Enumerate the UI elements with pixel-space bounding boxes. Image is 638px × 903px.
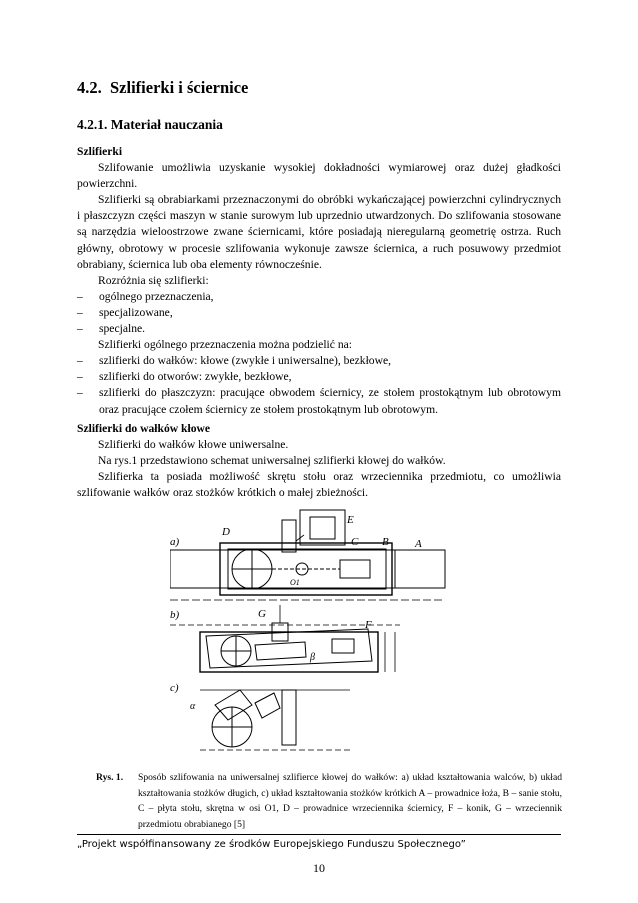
general-purpose-list xyxy=(77,353,561,417)
list-item: – ogólnego przeznaczenia, xyxy=(77,289,561,305)
footer-text: „Projekt współfinansowany ze środków Europejskiego Funduszu Społecznego” xyxy=(77,839,466,850)
label-B: B xyxy=(382,536,389,548)
caption-text: Sposób szlifowania na uniwersalnej szlifierce kłowej do wałków: a) układ kształtowania walców, b) układ kształtowania stożków długich, c) układ kształtowania stożków krótkich A – prowadnice łoża, B – sanie stołu, C – płyta stołu, skrętna w osi O1, D – prowadnice wrzeciennika ściernicy, F – konik, G – wrzeciennik przedmiotu obrabianego [5] xyxy=(138,772,562,830)
label-c: c) xyxy=(170,682,179,694)
tailstock xyxy=(332,639,354,653)
label-G: G xyxy=(258,608,266,620)
bed-guide-right xyxy=(395,550,445,588)
list-item: – szlifierki do otworów: zwykłe, bezkłowe, xyxy=(77,369,561,385)
wheelhead xyxy=(300,510,345,545)
section-title: 4.2. Szlifierki i ściernice xyxy=(77,78,249,97)
skewed-table-plate xyxy=(206,629,372,668)
diagram-c xyxy=(200,690,350,750)
wheelhead-swivel xyxy=(215,690,252,720)
list-item: – specjalizowane, xyxy=(77,305,561,321)
grinding-wheel xyxy=(282,520,296,552)
caption-label: Rys. 1. xyxy=(96,772,124,783)
paragraph: Szlifierki są obrabiarkami przeznaczonymi do obróbki wykańczającej powierzchni cylindrycznych i płaszczyzn części maszyn w stanie surowym lub uprzednio utwardzonych. Do szlifowania stosowane są narzędzia wieloostrzowe zwane ściernicami, które posiadają nieregularną geometrię ostrza. Ruch główny, obrotowy w procesie szlifowania wykonuje zawsze ściernica, a ruch posuwowy przedmiot obrabiany, ściernica lub oba elementy równocześnie. xyxy=(77,193,561,271)
label-a: a) xyxy=(170,536,180,548)
tailstock xyxy=(340,560,370,578)
label-A: A xyxy=(415,538,422,550)
block-heading: Szlifierki xyxy=(77,145,123,158)
text-block-walki-klowe xyxy=(77,421,561,501)
figure-caption xyxy=(96,770,562,832)
label-F: F xyxy=(365,619,372,631)
grinder-types-list xyxy=(77,289,561,337)
paragraph: Na rys.1 przedstawiono schemat uniwersalnej szlifierki kłowej do wałków. xyxy=(98,454,446,468)
label-C: C xyxy=(351,536,359,548)
wheelhead-motor xyxy=(310,517,335,539)
text-block-szlifierki xyxy=(77,144,561,418)
label-E: E xyxy=(347,514,354,526)
block-heading: Szlifierki do wałków kłowe xyxy=(77,422,211,435)
list-item: – szlifierki do płaszczyzn: pracujące obwodem ściernicy, ze stołem prostokątnym lub obrotowym oraz pracujące czołem ściernicy ze stołem prostokątnym lub obrotowym. xyxy=(77,385,561,417)
label-alpha: α xyxy=(190,701,196,712)
paragraph: Szlifowanie umożliwia uzyskanie wysokiej dokładności wymiarowej oraz dużej gładkości powierzchni. xyxy=(77,161,561,191)
list-item: – szlifierki do wałków: kłowe (zwykłe i uniwersalne), bezkłowe, xyxy=(77,353,561,369)
paragraph: Rozróżnia się szlifierki: xyxy=(98,273,209,287)
list-item: – specjalne. xyxy=(77,321,561,337)
bed-guide-left xyxy=(170,550,220,588)
subsection-title: 4.2.1. Materiał nauczania xyxy=(77,117,223,132)
wheel-slide xyxy=(282,690,296,745)
label-D: D xyxy=(222,526,230,538)
page-number: 10 xyxy=(313,861,325,875)
short-taper-workpiece xyxy=(255,693,280,718)
label-O1: O1 xyxy=(290,578,300,587)
label-beta: β xyxy=(310,652,315,663)
diagram-a xyxy=(170,510,445,600)
long-taper-workpiece xyxy=(255,642,306,660)
footer-rule xyxy=(77,834,561,835)
paragraph: Szlifierki ogólnego przeznaczenia można podzielić na: xyxy=(98,338,352,352)
label-b: b) xyxy=(170,609,180,621)
grinder-schematic-figure xyxy=(170,505,570,755)
table-slide xyxy=(200,632,378,672)
paragraph: Szlifierka ta posiada możliwość skrętu stołu oraz wrzeciennika przedmiotu, co umożliwia szlifowanie wałków oraz stożków krótkich o małej zbieżności. xyxy=(77,470,561,500)
diagram-b xyxy=(170,605,400,672)
paragraph: Szlifierki do wałków kłowe uniwersalne. xyxy=(98,438,289,452)
